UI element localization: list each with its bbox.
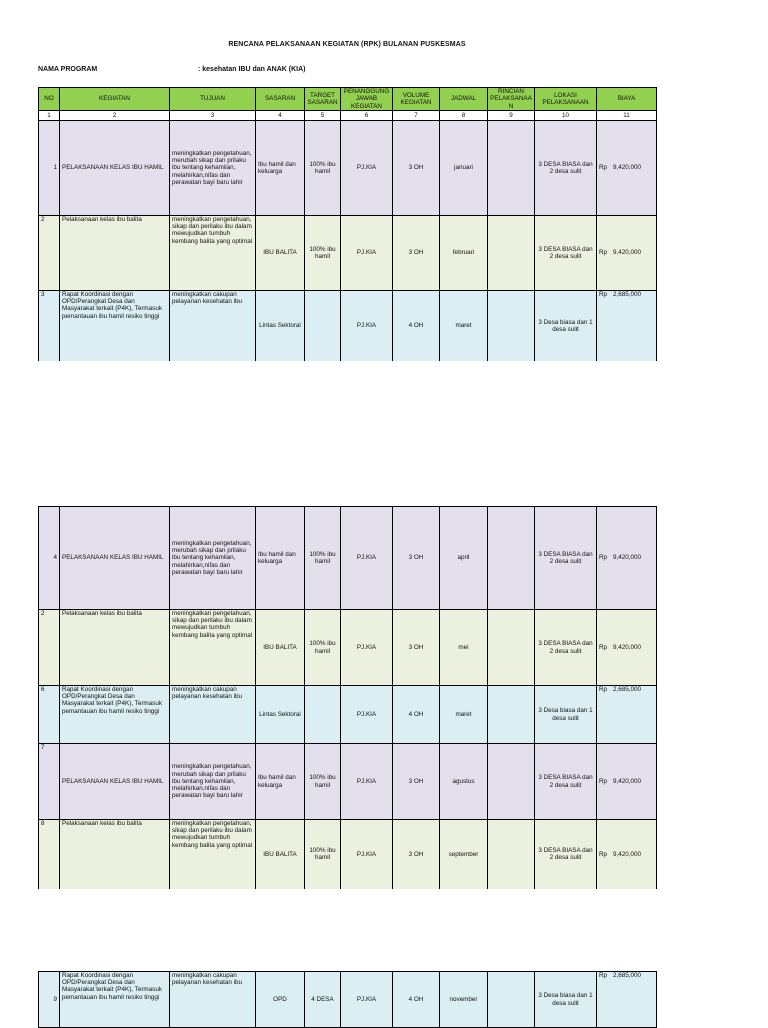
row-biaya <box>597 744 657 820</box>
row-no: 4 <box>39 507 60 610</box>
row-biaya <box>597 216 657 291</box>
row-target: 100% ibu hamil <box>305 121 341 216</box>
row-volume: 4 OH <box>393 972 440 1028</box>
row-no: 1 <box>39 121 60 216</box>
row-tujuan: meningkatkan pengetahuan, merubah sikap dan prilaku ibu tentang kehamilan, melahirkan,nifas dan perawatan bayi baru lahir <box>170 507 256 610</box>
col-num: 2 <box>60 111 170 121</box>
row-sasaran: OPD <box>256 972 305 1028</box>
row-lokasi: 3 DESA BIASA dan 2 desa sulit <box>535 820 597 889</box>
row-rincian <box>488 507 535 610</box>
row-sasaran: Lintas Sektoral <box>256 686 305 744</box>
row-jadwal: maret <box>440 291 488 361</box>
currency-label: Rp <box>599 850 608 858</box>
table-row <box>39 610 657 686</box>
row-tujuan: meningkatkan cakupan pelayanan kesehatan ibu <box>170 972 256 1028</box>
row-jadwal: februari <box>440 216 488 291</box>
biaya-amount: 9,420,000 <box>613 164 642 172</box>
row-target <box>305 686 341 744</box>
rpk-table-page-3 <box>38 971 657 1028</box>
table-row <box>39 291 657 361</box>
row-rincian <box>488 610 535 686</box>
table-row <box>39 216 657 291</box>
row-lokasi: 3 DESA BIASA dan 2 desa sulit <box>535 216 597 291</box>
header-sasaran: SASARAN <box>256 88 305 111</box>
row-sasaran: Ibu hamil dan keluarga <box>256 744 305 820</box>
row-pj: PJ.KIA <box>341 744 393 820</box>
row-lokasi: 3 Desa biasa dan 1 desa sulit <box>535 686 597 744</box>
col-num: 10 <box>535 111 597 121</box>
row-jadwal: november <box>440 972 488 1028</box>
row-pj: PJ.KIA <box>341 291 393 361</box>
row-lokasi: 3 DESA BIASA dan 2 desa sulit <box>535 121 597 216</box>
row-target: 100% ibu hamil <box>305 744 341 820</box>
row-jadwal: maret <box>440 686 488 744</box>
row-kegiatan: PELAKSANAAN KELAS IBU HAMIL <box>60 744 170 820</box>
row-jadwal: mei <box>440 610 488 686</box>
row-biaya <box>597 610 657 686</box>
row-pj: PJ.KIA <box>341 610 393 686</box>
currency-label: Rp <box>599 249 608 257</box>
row-target: 100% ibu hamil <box>305 216 341 291</box>
row-rincian <box>488 121 535 216</box>
row-sasaran: IBU BALITA <box>256 820 305 889</box>
biaya-amount: 9,420,000 <box>613 850 642 858</box>
col-num: 8 <box>440 111 488 121</box>
row-target: 4 DESA <box>305 972 341 1028</box>
col-num: 6 <box>341 111 393 121</box>
header-biaya: BIAYA <box>597 88 657 111</box>
rpk-table-page-1 <box>38 87 657 361</box>
row-jadwal: agustus <box>440 744 488 820</box>
row-biaya <box>597 507 657 610</box>
row-kegiatan: Pelaksanaan kelas ibu balita <box>60 820 170 889</box>
header-jadwal: JADWAL <box>440 88 488 111</box>
biaya-amount: 9,420,000 <box>613 777 642 785</box>
row-lokasi: 3 Desa biasa dan 1 desa sulit <box>535 972 597 1028</box>
row-pj: PJ.KIA <box>341 507 393 610</box>
header-kegiatan: KEGIATAN <box>60 88 170 111</box>
row-no: 9 <box>39 972 60 1028</box>
biaya-amount: 2,685,000 <box>613 972 642 979</box>
row-lokasi: 3 DESA BIASA dan 2 desa sulit <box>535 610 597 686</box>
row-kegiatan: PELAKSANAAN KELAS IBU HAMIL <box>60 507 170 610</box>
row-biaya <box>597 820 657 889</box>
currency-label: Rp <box>599 972 608 979</box>
currency-label: Rp <box>599 643 608 651</box>
row-rincian <box>488 291 535 361</box>
row-tujuan: meningkatkan cakupan pelayanan kesehatan ibu <box>170 686 256 744</box>
row-pj: PJ.KIA <box>341 121 393 216</box>
row-no: 2 <box>39 216 60 291</box>
table-row <box>39 820 657 889</box>
row-target: 100% ibu hamil <box>305 610 341 686</box>
row-target: 100% ibu hamil <box>305 507 341 610</box>
row-sasaran: IBU BALITA <box>256 610 305 686</box>
col-num: 7 <box>393 111 440 121</box>
row-tujuan: meningkatkan pengetahuan, sikap dan perilaku ibu dalam mewujudkan tumbuh kembang balita yang optimal <box>170 216 256 291</box>
header-lokasi: LOKASI PELAKSANAAN <box>535 88 597 111</box>
row-sasaran: Ibu hamil dan keluarga <box>256 121 305 216</box>
row-tujuan: meningkatkan pengetahuan, merubah sikap dan prilaku ibu tentang kehamilan, melahirkan,nifas dan perawatan bayi baru lahir <box>170 744 256 820</box>
biaya-amount: 2,685,000 <box>613 686 642 693</box>
row-no: 7 <box>39 744 60 820</box>
currency-label: Rp <box>599 686 608 693</box>
row-rincian <box>488 972 535 1028</box>
col-num: 11 <box>597 111 657 121</box>
row-lokasi: 3 Desa biasa dan 1 desa sulit <box>535 291 597 361</box>
row-biaya <box>597 972 657 1028</box>
row-kegiatan: Pelaksanaan kelas ibu balita <box>60 216 170 291</box>
currency-label: Rp <box>599 291 608 298</box>
header-volume: VOLUME KEGIATAN <box>393 88 440 111</box>
currency-label: Rp <box>599 164 608 172</box>
rpk-table-page-2 <box>38 506 657 889</box>
row-jadwal: september <box>440 820 488 889</box>
row-kegiatan: Pelaksanaan kelas ibu balita <box>60 610 170 686</box>
row-sasaran: Lintas Sektoral <box>256 291 305 361</box>
row-no: 2 <box>39 610 60 686</box>
row-biaya <box>597 686 657 744</box>
currency-label: Rp <box>599 554 608 562</box>
table-row <box>39 744 657 820</box>
col-num: 9 <box>488 111 535 121</box>
row-tujuan: meningkatkan pengetahuan, sikap dan perilaku ibu dalam mewujudkan tumbuh kembang balita yang optimal <box>170 610 256 686</box>
row-volume: 4 OH <box>393 291 440 361</box>
row-tujuan: meningkatkan cakupan pelayanan kesehatan ibu <box>170 291 256 361</box>
table-row <box>39 686 657 744</box>
header-rincian: RINCIAN PELAKSANAA N <box>488 88 535 111</box>
row-rincian <box>488 686 535 744</box>
row-target <box>305 291 341 361</box>
biaya-amount: 9,420,000 <box>613 643 642 651</box>
row-biaya <box>597 291 657 361</box>
table-row <box>39 121 657 216</box>
row-volume: 3 OH <box>393 216 440 291</box>
row-no: 6 <box>39 686 60 744</box>
col-num: 5 <box>305 111 341 121</box>
row-jadwal: april <box>440 507 488 610</box>
header-tujuan: TUJUAN <box>170 88 256 111</box>
header-no: NO <box>39 88 60 111</box>
row-kegiatan: Rapat Koordinasi dengan OPD/Perangkat Desa dan Masyarakat terkait (P4K), Termasuk pemantauan ibu hamil resiko tinggi <box>60 686 170 744</box>
row-lokasi: 3 DESA BIASA dan 2 desa sulit <box>535 744 597 820</box>
column-number-row <box>39 111 657 121</box>
row-sasaran: IBU BALITA <box>256 216 305 291</box>
row-jadwal: januari <box>440 121 488 216</box>
row-pj: PJ.KIA <box>341 972 393 1028</box>
row-pj: PJ.KIA <box>341 216 393 291</box>
row-pj: PJ.KIA <box>341 820 393 889</box>
row-volume: 3 OH <box>393 121 440 216</box>
program-value: : kesehatan IBU dan ANAK (KIA) <box>198 66 306 73</box>
row-volume: 3 OH <box>393 820 440 889</box>
col-num: 1 <box>39 111 60 121</box>
row-lokasi: 3 DESA BIASA dan 2 desa sulit <box>535 507 597 610</box>
biaya-amount: 9,420,000 <box>613 554 642 562</box>
row-target: 100% ibu hamil <box>305 820 341 889</box>
currency-label: Rp <box>599 777 608 785</box>
row-volume: 3 OH <box>393 507 440 610</box>
row-tujuan: meningkatkan pengetahuan, sikap dan perilaku ibu dalam mewujudkan tumbuh kembang balita yang optimal <box>170 820 256 889</box>
row-volume: 3 OH <box>393 610 440 686</box>
row-rincian <box>488 216 535 291</box>
table-row <box>39 972 657 1028</box>
biaya-amount: 2,685,000 <box>613 291 642 298</box>
program-label: NAMA PROGRAM <box>38 66 98 73</box>
table-row <box>39 507 657 610</box>
row-no: 3 <box>39 291 60 361</box>
row-no: 8 <box>39 820 60 889</box>
col-num: 3 <box>170 111 256 121</box>
row-biaya <box>597 121 657 216</box>
row-rincian <box>488 744 535 820</box>
header-target: TARGET SASARAN <box>305 88 341 111</box>
row-kegiatan: PELAKSANAAN KELAS IBU HAMIL <box>60 121 170 216</box>
biaya-amount: 9,420,000 <box>613 249 642 257</box>
col-num: 4 <box>256 111 305 121</box>
row-volume: 3 OH <box>393 744 440 820</box>
row-tujuan: meningkatkan pengetahuan, merubah sikap dan prilaku ibu tentang kehamilan, melahirkan,nifas dan perawatan bayi baru lahir <box>170 121 256 216</box>
row-kegiatan: Rapat Koordinasi dengan OPD/Perangkat Desa dan Masyarakat terkait (P4K), Termasuk pemantauan ibu hamil resiko tinggi <box>60 291 170 361</box>
row-sasaran: Ibu hamil dan keluarga <box>256 507 305 610</box>
row-kegiatan: Rapat Koordinasi dengan OPD/Perangkat Desa dan Masyarakat terkait (P4K), Termasuk pemantauan ibu hamil resiko tinggi <box>60 972 170 1028</box>
header-row <box>39 88 657 111</box>
row-rincian <box>488 820 535 889</box>
row-volume: 4 OH <box>393 686 440 744</box>
row-pj: PJ.KIA <box>341 686 393 744</box>
header-penanggung-jawab: PENANGGUNG JAWAB KEGIATAN <box>341 88 393 111</box>
document-title: RENCANA PELAKSANAAN KEGIATAN (RPK) BULANAN PUSKESMAS <box>228 41 466 48</box>
